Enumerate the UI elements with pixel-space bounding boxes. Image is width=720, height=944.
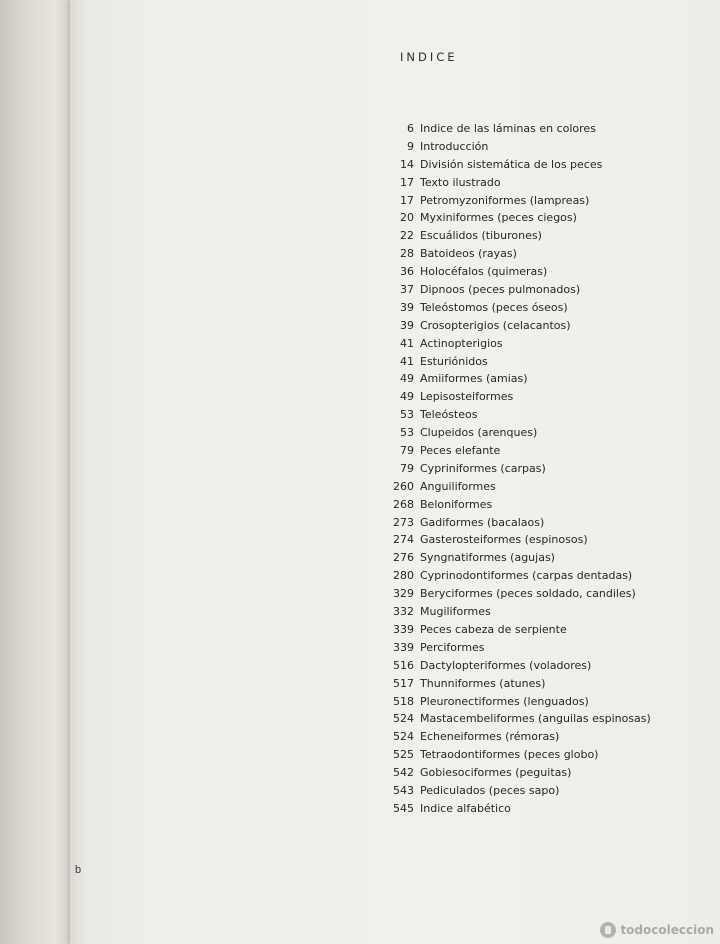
toc-page-number: 525: [393, 748, 414, 762]
toc-entry-title: Peces cabeza de serpiente: [420, 622, 567, 636]
toc-entry: [380, 784, 710, 802]
toc-entry: [380, 623, 710, 641]
toc-entry: [380, 390, 710, 408]
toc-entry: [380, 659, 710, 677]
toc-entry-title: Indice de las láminas en colores: [420, 122, 596, 135]
toc-entry: [380, 695, 710, 713]
toc-page-number: 14: [400, 157, 414, 171]
toc-page-number: 9: [407, 139, 414, 153]
toc-page-number: 545: [393, 801, 414, 815]
toc-entry-title: Introducción: [420, 139, 489, 153]
toc-entry-title: Crosopterigios (celacantos): [420, 318, 571, 332]
toc-page-number: 41: [400, 354, 414, 368]
toc-entry: [380, 569, 710, 587]
toc-page-number: 28: [400, 247, 414, 261]
toc-page-number: 543: [393, 783, 414, 797]
toc-entry: [380, 372, 710, 390]
toc-entry-title: Gasterosteiformes (espinosos): [420, 533, 588, 547]
index-page: [70, 0, 720, 944]
toc-entry-title: Actinopterigios: [420, 336, 503, 350]
toc-entry: [380, 587, 710, 605]
toc-page-number: 36: [400, 265, 414, 279]
toc-entry-title: Gadiformes (bacalaos): [420, 515, 545, 529]
previous-page-edge: [0, 0, 72, 944]
toc-entry-title: Teleóstomos (peces óseos): [420, 300, 568, 314]
toc-entry: [380, 283, 710, 301]
toc-page-number: 20: [400, 211, 414, 225]
toc-entry: [380, 498, 710, 516]
toc-entry-title: Clupeidos (arenques): [420, 426, 538, 440]
toc-page-number: 518: [393, 694, 414, 708]
toc-entry-title: Tetraodontiformes (peces globo): [420, 748, 599, 762]
toc-entry-title: Petromyzoniformes (lampreas): [420, 193, 590, 207]
toc-entry-title: Cyprinodontiformes (carpas dentadas): [420, 569, 633, 583]
toc-page-number: 37: [400, 283, 414, 297]
toc-entry: [380, 426, 710, 444]
toc-entry: [380, 265, 710, 283]
toc-entry-title: Beryciformes (peces soldado, candiles): [420, 587, 636, 601]
toc-entry-title: Lepisosteiformes: [420, 390, 514, 404]
toc-entry: [380, 319, 710, 337]
toc-page-number: 17: [400, 193, 414, 207]
toc-entry: [380, 641, 710, 659]
toc-entry-title: Mugiliformes: [420, 605, 491, 619]
toc-entry-title: Pediculados (peces sapo): [420, 783, 560, 797]
toc-entry: [380, 229, 710, 247]
toc-entry: [380, 712, 710, 730]
toc-page-number: 22: [400, 229, 414, 243]
toc-entry-title: Indice alfabético: [420, 801, 511, 815]
toc-entry-title: Texto ilustrado: [420, 175, 501, 189]
toc-entry: [380, 551, 710, 569]
toc-entry: [380, 408, 710, 426]
watermark-text: todocoleccion: [620, 923, 714, 937]
table-of-contents: [380, 122, 710, 820]
toc-entry-title: Batoideos (rayas): [420, 247, 517, 261]
toc-page-number: 79: [400, 444, 414, 458]
toc-page-number: 268: [393, 497, 414, 511]
toc-entry: [380, 516, 710, 534]
toc-entry-title: Thunniformes (atunes): [420, 676, 546, 690]
toc-entry-title: Anguiliformes: [420, 479, 496, 493]
toc-entry: [380, 122, 710, 140]
toc-page-number: 49: [400, 372, 414, 386]
signature-mark: b: [75, 864, 82, 876]
toc-entry: [380, 355, 710, 373]
toc-entry-title: Mastacembeliformes (anguilas espinosas): [420, 712, 651, 726]
toc-entry-title: Echeneiformes (rémoras): [420, 730, 560, 744]
toc-entry-title: Esturiónidos: [420, 354, 488, 368]
toc-page-number: 542: [393, 766, 414, 780]
toc-page-number: 339: [393, 622, 414, 636]
toc-entry-title: División sistemática de los peces: [420, 157, 603, 171]
toc-entry: [380, 533, 710, 551]
toc-page-number: 39: [400, 300, 414, 314]
toc-entry-title: Perciformes: [420, 640, 485, 654]
toc-entry: [380, 158, 710, 176]
toc-entry: [380, 301, 710, 319]
toc-entry: [380, 247, 710, 265]
toc-entry-title: Teleósteos: [420, 408, 478, 422]
toc-entry-title: Holocéfalos (quimeras): [420, 265, 548, 279]
toc-page-number: 79: [400, 461, 414, 475]
toc-entry: [380, 462, 710, 480]
toc-page-number: 6: [407, 122, 414, 135]
toc-entry: [380, 176, 710, 194]
toc-entry: [380, 748, 710, 766]
toc-page-number: 53: [400, 426, 414, 440]
toc-page-number: 273: [393, 515, 414, 529]
toc-page-number: 274: [393, 533, 414, 547]
toc-entry-title: Dipnoos (peces pulmonados): [420, 283, 581, 297]
toc-entry: [380, 677, 710, 695]
toc-entry: [380, 480, 710, 498]
toc-entry: [380, 194, 710, 212]
todocoleccion-logo-icon: [600, 922, 616, 938]
toc-page-number: 39: [400, 318, 414, 332]
toc-entry-title: Peces elefante: [420, 444, 501, 458]
toc-page-number: 516: [393, 658, 414, 672]
toc-entry-title: Amiiformes (amias): [420, 372, 528, 386]
toc-page-number: 329: [393, 587, 414, 601]
toc-entry-title: Syngnatiformes (agujas): [420, 551, 555, 565]
toc-page-number: 260: [393, 479, 414, 493]
toc-page-number: 276: [393, 551, 414, 565]
toc-page-number: 524: [393, 730, 414, 744]
toc-entry: [380, 730, 710, 748]
toc-page-number: 41: [400, 336, 414, 350]
toc-page-number: 17: [400, 175, 414, 189]
toc-entry-title: Escuálidos (tiburones): [420, 229, 542, 243]
toc-entry-title: Beloniformes: [420, 497, 493, 511]
toc-entry: [380, 766, 710, 784]
toc-page-number: 517: [393, 676, 414, 690]
toc-entry: [380, 802, 710, 820]
watermark: [600, 922, 714, 938]
toc-entry: [380, 605, 710, 623]
toc-entry: [380, 211, 710, 229]
toc-page-number: 339: [393, 640, 414, 654]
toc-entry-title: Myxiniformes (peces ciegos): [420, 211, 577, 225]
toc-entry: [380, 444, 710, 462]
toc-page-number: 524: [393, 712, 414, 726]
toc-entry-title: Dactylopteriformes (voladores): [420, 658, 592, 672]
toc-page-number: 53: [400, 408, 414, 422]
toc-entry: [380, 337, 710, 355]
toc-page-number: 280: [393, 569, 414, 583]
page-title: INDICE: [400, 50, 458, 64]
toc-entry-title: Pleuronectiformes (lenguados): [420, 694, 589, 708]
toc-entry-title: Cypriniformes (carpas): [420, 461, 546, 475]
toc-entry: [380, 140, 710, 158]
toc-page-number: 49: [400, 390, 414, 404]
toc-entry-title: Gobiesociformes (peguitas): [420, 766, 572, 780]
toc-page-number: 332: [393, 605, 414, 619]
